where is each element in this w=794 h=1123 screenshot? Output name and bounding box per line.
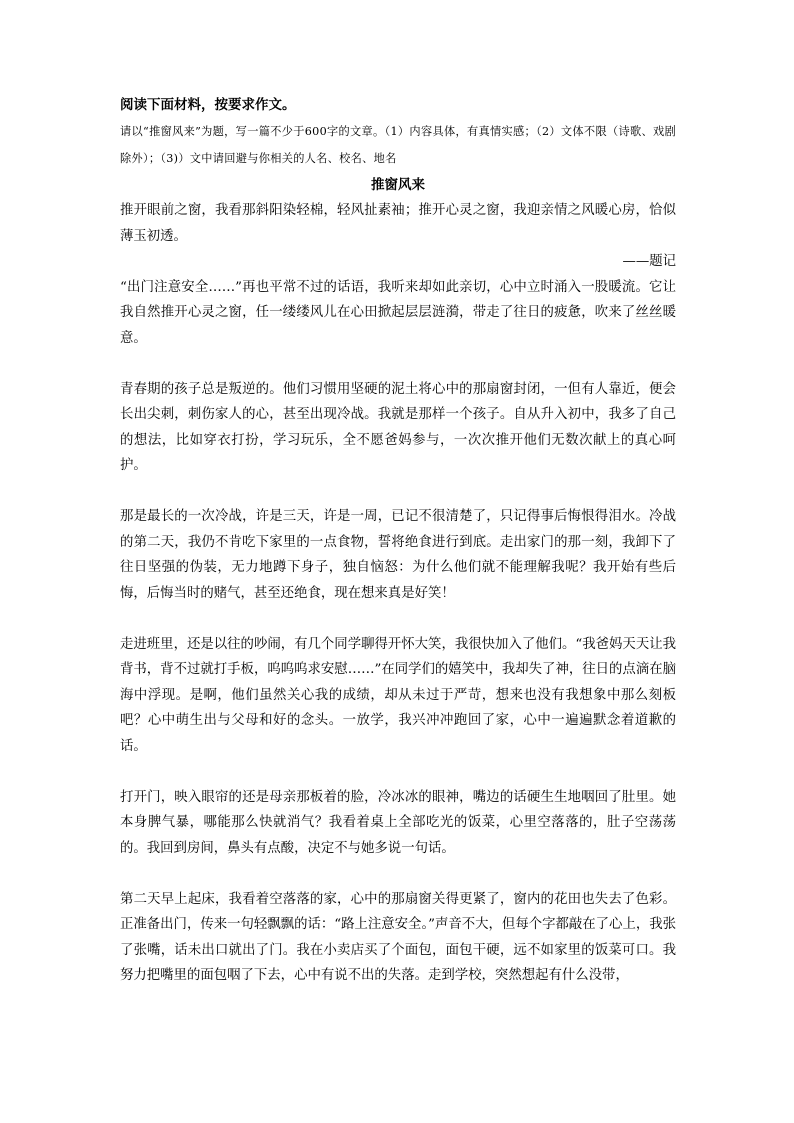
paragraph-spacer xyxy=(120,861,676,887)
essay-paragraph-2: 青春期的孩子总是叛逆的。他们习惯用坚硬的泥土将心中的那扇窗封闭，一但有人靠近，便会长出尖刺，刺伤家人的心，甚至出现冷战。我就是那样一个孩子。自从升入初中，我多了自己的想法，比如穿衣打扮，学习玩乐，全不愿爸妈参与，一次次推开他们无数次献上的真心呵护。 xyxy=(120,381,676,473)
essay-paragraph-6: 第二天早上起床，我看着空落落的家，心中的那扇窗关得更紧了，窗内的花田也失去了色彩。正准备出门，传来一句轻飘飘的话：“路上注意安全。”声音不大，但每个字都敲在了心上，我张了张嘴，话未出口就出了门。我在小卖店买了个面包，面包干硬，远不如家里的饭菜可口。我努力把嘴里的面包咽了下去，心中有说不出的失落。走到学校，突然想起有什么没带， xyxy=(120,891,677,983)
essay-paragraph-1: “出门注意安全……”再也平常不过的话语，我听来却如此亲切，心中立时涌入一股暖流。它让我自然推开心灵之窗，任一缕缕风儿在心田掀起层层涟漪，带走了往日的疲惫，吹来了丝丝暖意。 xyxy=(120,279,676,346)
inscription-signature: ——题记 xyxy=(622,254,676,269)
prompt-heading: 阅读下面材料，按要求作文。 xyxy=(120,97,296,113)
paragraph-spacer xyxy=(120,759,676,785)
writing-requirement: 请以“推窗风来”为题，写一篇不少于600字的文章。（1）内容具体，有真情实感；（2）文体不限（诗歌、戏剧除外）；（3)）文中请回避与你相关的人名、校名、地名 xyxy=(120,125,676,165)
document-page xyxy=(120,92,676,989)
paragraph-spacer xyxy=(120,479,676,505)
essay-intro: 推开眼前之窗，我看那斜阳染轻棉，轻风扯素袖；推开心灵之窗，我迎亲情之风暖心房，恰似薄玉初透。 xyxy=(120,203,676,244)
essay-paragraph-3: 那是最长的一次冷战，许是三天，许是一周，已记不很清楚了，只记得事后悔恨得泪水。冷战的第二天，我仍不肯吃下家里的一点食物，誓将绝食进行到底。走出家门的那一刻，我卸下了往日坚强的伪装，无力地蹲下身子，独自恼怒：为什么他们就不能理解我呢？我开始有些后悔，后悔当时的赌气，甚至还绝食，现在想来真是好笑！ xyxy=(120,509,676,601)
paragraph-spacer xyxy=(120,606,676,632)
essay-paragraph-4: 走进班里，还是以往的吵闹，有几个同学聊得开怀大笑，我很快加入了他们。“我爸妈天天让我背书，背不过就打手板，呜呜呜求安慰……”在同学们的嬉笑中，我却失了神，往日的点滴在脑海中浮现。是啊，他们虽然关心我的成绩，却从未过于严苛，想来也没有我想象中那么刻板吧？心中萌生出与父母和好的念头。一放学，我兴冲冲跑回了家，心中一遍遍默念着道歉的话。 xyxy=(120,636,676,754)
essay-paragraph-5: 打开门，映入眼帘的还是母亲那板着的脸，冷冰冰的眼神，嘴边的话硬生生地咽回了肚里。她本身脾气暴，哪能那么快就消气？我看着桌上全部吃光的饭菜，心里空落落的，肚子空荡荡的。我回到房间，鼻头有点酸，决定不与她多说一句话。 xyxy=(120,789,676,856)
essay-title: 推窗风来 xyxy=(371,177,425,193)
paragraph-spacer xyxy=(120,351,676,377)
